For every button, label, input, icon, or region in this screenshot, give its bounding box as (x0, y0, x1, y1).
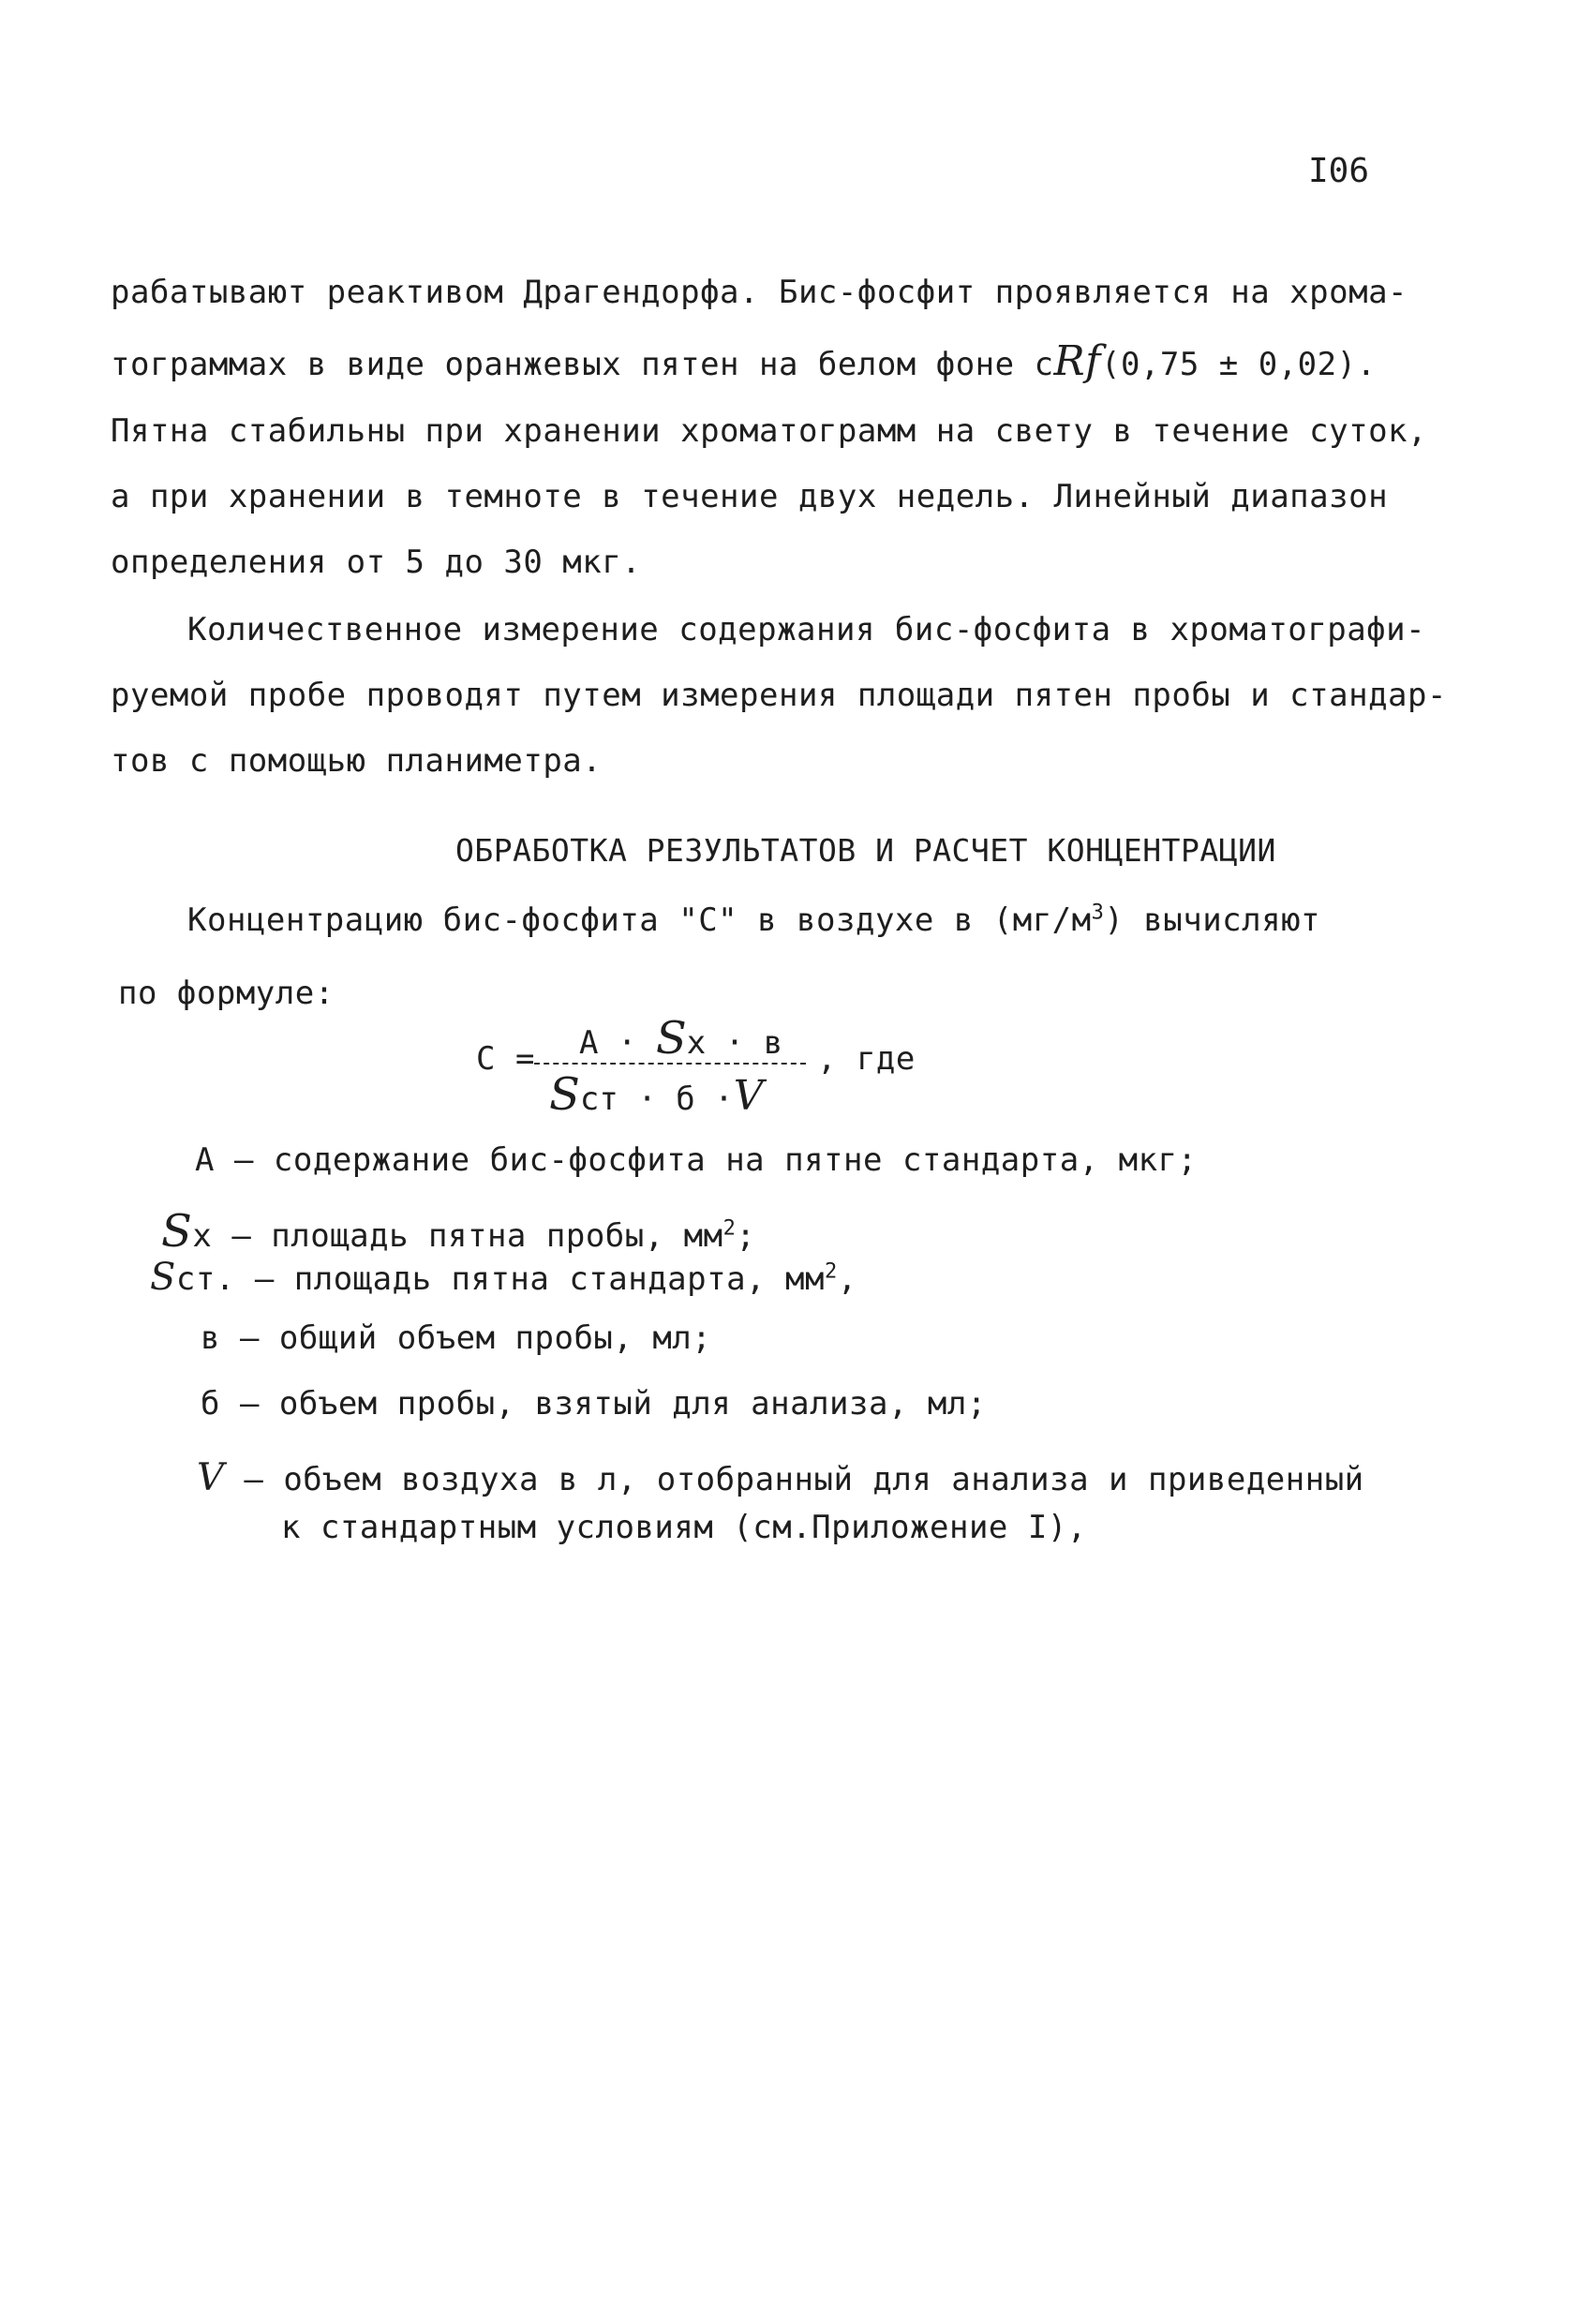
definition-symbol: в (201, 1319, 220, 1357)
superscript: 2 (723, 1216, 737, 1241)
page-number: I06 (1308, 152, 1370, 190)
definition-symbol: А (195, 1141, 215, 1179)
fraction-bar (534, 1063, 806, 1065)
definition-sx (161, 1205, 755, 1258)
definition-text: – объем воздуха в л, отобранный для анализа и приведенный (244, 1461, 1364, 1498)
definition-sub: ст. (175, 1260, 235, 1298)
paragraph-1-line-2 (111, 337, 1377, 385)
line-text: тограммах в виде оранжевых пятен на белом фоне с (111, 346, 1054, 383)
definition-text: – площадь пятна стандарта, мм (254, 1260, 825, 1298)
denominator-s: S (549, 1068, 580, 1121)
line-text: рабатывают реактивом Драгендорфа. Бис-фосфит проявляется на хрома- (111, 274, 1408, 311)
denominator-rest: · б · (637, 1080, 734, 1118)
line-text: Пятна стабильны при хранении хроматограмм на свету в течение суток, (111, 412, 1427, 450)
numerator-rest: · в (724, 1024, 783, 1062)
numerator-x: x (686, 1024, 707, 1062)
definition-text: – содержание бис-фосфита на пятне стандарта, мкг; (233, 1141, 1198, 1179)
line-text: а при хранении в темноте в течение двух недель. Линейный диапазон (111, 478, 1389, 515)
formula-suffix: , где (817, 1040, 916, 1078)
section-heading: ОБРАБОТКА РЕЗУЛЬТАТОВ И РАСЧЕТ КОНЦЕНТРАЦИИ (455, 832, 1276, 869)
definition-sst (150, 1256, 857, 1299)
paragraph-1-line-3 (111, 412, 1427, 450)
superscript: 2 (824, 1259, 838, 1284)
definition-air-volume (197, 1456, 1364, 1499)
definition-text: – общий объем пробы, мл; (239, 1319, 712, 1357)
rf-symbol: Rf (1053, 337, 1101, 385)
paragraph-1-line-5 (111, 544, 641, 581)
line-text: Концентрацию бис-фосфита "С" в воздухе в (мг/м (187, 901, 1092, 939)
paragraph-1-line-1 (111, 274, 1408, 311)
paragraph-3-line-1 (187, 901, 1320, 939)
definition-end: , (837, 1260, 857, 1298)
line-text-end: (0,75 ± 0,02). (1100, 346, 1377, 383)
definition-text: – объем пробы, взятый для анализа, мл; (239, 1385, 987, 1423)
numerator-s: S (655, 1012, 687, 1065)
superscript: 3 (1091, 901, 1105, 925)
paragraph-3-line-2: по формуле: (118, 975, 335, 1012)
definition-text: к стандартным условиям (см.Приложение I), (281, 1509, 1087, 1546)
formula-lhs: С = (476, 1040, 535, 1078)
definition-end: ; (736, 1217, 756, 1255)
paragraph-1-line-4 (111, 478, 1388, 515)
line-text: определения от 5 до 30 мкг. (111, 544, 642, 581)
definition-b-sample (201, 1385, 987, 1423)
paragraph-2-line-2: руемой пробе проводят путем измерения площади пятен пробы и стандар- (111, 677, 1447, 714)
formula-denominator (549, 1068, 763, 1121)
definition-sub: x (192, 1217, 213, 1255)
definition-v-total (201, 1319, 711, 1357)
formula-numerator (579, 1012, 782, 1065)
definition-a (195, 1141, 1198, 1179)
numerator-a: А · (579, 1024, 637, 1062)
definition-air-volume-cont (281, 1509, 1087, 1546)
paragraph-2-line-3: тов с помощью планиметра. (111, 742, 603, 780)
definition-symbol: V (197, 1456, 225, 1499)
definition-symbol: б (201, 1385, 220, 1423)
paragraph-2-line-1: Количественное измерение содержания бис-фосфита в хроматографи- (187, 611, 1426, 648)
definition-symbol: S (161, 1205, 193, 1258)
denominator-sub: ст (579, 1080, 618, 1118)
definition-text: – площадь пятна пробы, мм (231, 1217, 723, 1255)
definition-symbol: S (150, 1256, 176, 1299)
denominator-v: V (733, 1072, 764, 1120)
line-text-end: ) вычисляют (1104, 901, 1321, 939)
